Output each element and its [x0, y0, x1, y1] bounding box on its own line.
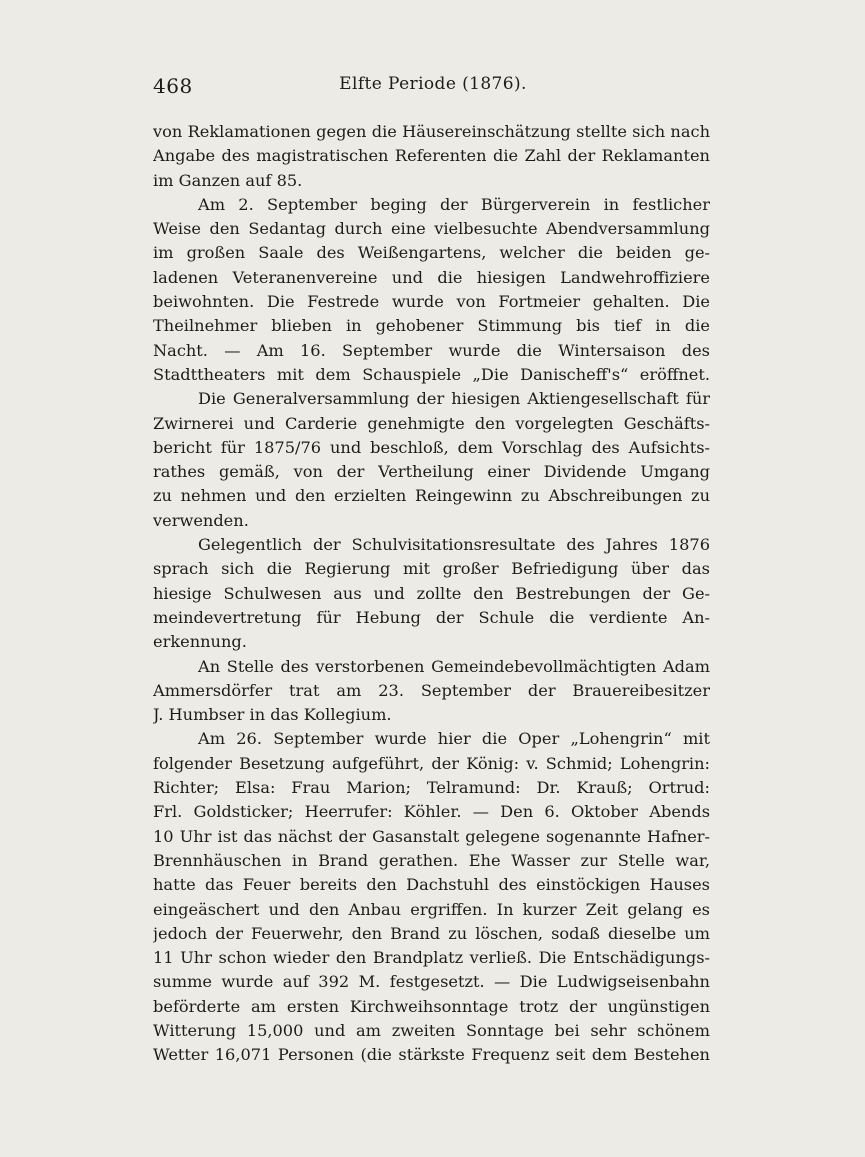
text-line: Zwirnerei und Carderie genehmigte den vorgelegten Geschäfts-: [153, 413, 710, 433]
running-head: Elfte Periode (1876).: [339, 74, 527, 94]
text-line: meindevertretung für Hebung der Schule die verdiente An-: [153, 607, 710, 627]
text-line: verwenden.: [153, 510, 249, 530]
text-line: Wetter 16,071 Personen (die stärkste Frequenz seit dem Bestehen: [153, 1045, 710, 1065]
text-line: Angabe des magistratischen Referenten die Zahl der Reklamanten: [153, 146, 710, 166]
text-line: Am 26. September wurde hier die Oper „Lohengrin“ mit: [198, 729, 710, 749]
text-line: Brennhäuschen in Brand gerathen. Ehe Wasser zur Stelle war,: [153, 850, 710, 870]
text-line: hiesige Schulwesen aus und zollte den Bestrebungen der Ge-: [153, 583, 710, 603]
text-line: rathes gemäß, von der Vertheilung einer Dividende Umgang: [153, 462, 710, 482]
text-line: summe wurde auf 392 M. festgesetzt. — Die Ludwigseisenbahn: [153, 972, 710, 992]
text-line: Theilnehmer blieben in gehobener Stimmung bis tief in die: [153, 316, 710, 336]
text-line: beförderte am ersten Kirchweihsonntage trotz der ungünstigen: [153, 996, 710, 1016]
text-line: ladenen Veteranenvereine und die hiesigen Landwehroffiziere: [153, 267, 710, 287]
page-number: 468: [153, 74, 193, 98]
text-line: folgender Besetzung aufgeführt, der König: v. Schmid; Lohengrin:: [153, 753, 710, 773]
text-line: im Ganzen auf 85.: [153, 170, 303, 190]
text-line: zu nehmen und den erzielten Reingewinn zu Abschreibungen zu: [153, 486, 710, 506]
text-line: Richter; Elsa: Frau Marion; Telramund: Dr. Krauß; Ortrud:: [153, 778, 710, 798]
text-line: beiwohnten. Die Festrede wurde von Fortmeier gehalten. Die: [153, 292, 710, 312]
text-line: Frl. Goldsticker; Heerrufer: Köhler. — Den 6. Oktober Abends: [153, 802, 710, 822]
text-line: jedoch der Feuerwehr, den Brand zu löschen, sodaß dieselbe um: [153, 923, 710, 943]
text-line: J. Humbser in das Kollegium.: [153, 705, 392, 725]
text-line: Weise den Sedantag durch eine vielbesuchte Abendversammlung: [153, 219, 710, 239]
text-line: 11 Uhr schon wieder den Brandplatz verließ. Die Entschädigungs-: [153, 948, 710, 968]
text-line: Die Generalversammlung der hiesigen Aktiengesellschaft für: [198, 389, 710, 409]
text-line: hatte das Feuer bereits den Dachstuhl des einstöckigen Hauses: [153, 875, 710, 895]
text-line: eingeäschert und den Anbau ergriffen. In kurzer Zeit gelang es: [153, 899, 710, 919]
text-line: erkennung.: [153, 632, 247, 652]
text-line: Ammersdörfer trat am 23. September der Brauereibesitzer: [153, 680, 710, 700]
text-line: Witterung 15,000 und am zweiten Sonntage bei sehr schönem: [153, 1020, 710, 1040]
text-line: Gelegentlich der Schulvisitationsresultate des Jahres 1876: [198, 535, 710, 555]
text-line: im großen Saale des Weißengartens, welcher die beiden ge-: [153, 243, 710, 263]
page-header: [153, 74, 713, 100]
text-line: 10 Uhr ist das nächst der Gasanstalt gelegene sogenannte Hafner-: [153, 826, 710, 846]
text-line: Stadttheaters mit dem Schauspiele „Die Danischeff's“ eröffnet.: [153, 364, 710, 384]
text-line: Am 2. September beging der Bürgerverein in festlicher: [198, 194, 710, 214]
body-text: [153, 120, 710, 1068]
text-line: bericht für 1875/76 und beschloß, dem Vorschlag des Aufsichts-: [153, 437, 710, 457]
text-line: Nacht. — Am 16. September wurde die Wintersaison des: [153, 340, 710, 360]
text-line: von Reklamationen gegen die Häusereinschätzung stellte sich nach: [153, 122, 710, 141]
text-line: An Stelle des verstorbenen Gemeindebevollmächtigten Adam: [198, 656, 710, 676]
text-line: sprach sich die Regierung mit großer Befriedigung über das: [153, 559, 710, 579]
